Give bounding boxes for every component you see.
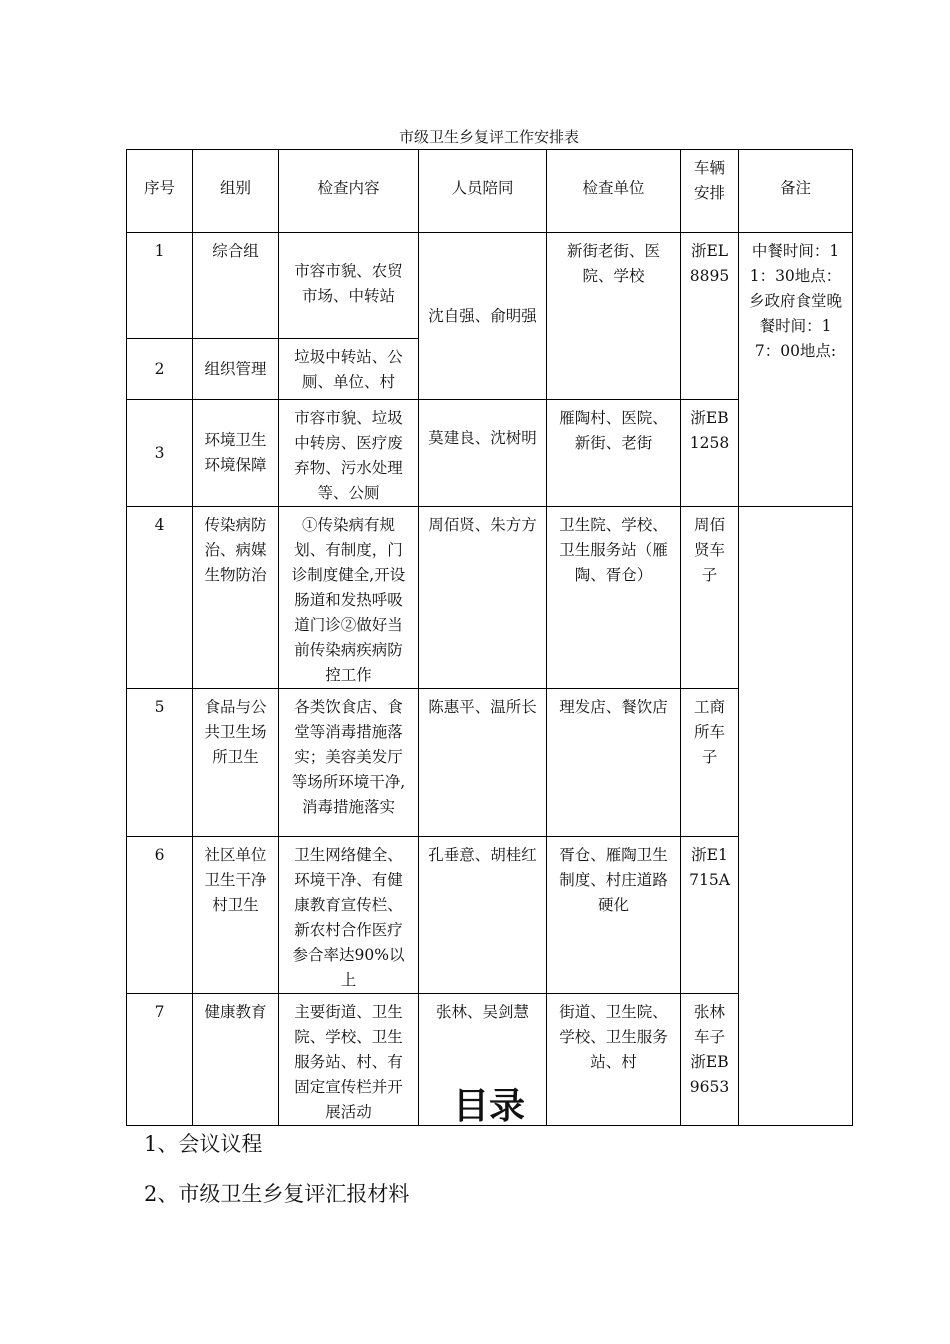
row-content: 垃圾中转站、公厕、单位、村 xyxy=(279,339,419,400)
row-vehicle: 浙EB1258 xyxy=(681,400,739,507)
row-staff: 孔垂意、胡桂红 xyxy=(419,837,547,994)
toc-title: 目录 xyxy=(452,1085,525,1127)
row-no: 5 xyxy=(127,689,193,837)
row-group: 组织管理 xyxy=(193,339,279,400)
row-content: 卫生网络健全、环境干净、有健康教育宣传栏、新农村合作医疗参合率达90%以上 xyxy=(279,837,419,994)
row-vehicle: 浙E1715A xyxy=(681,837,739,994)
row-vehicle: 周佰贤车子 xyxy=(681,507,739,689)
row-staff: 沈自强、俞明强 xyxy=(419,233,547,400)
row-staff: 张林、吴剑慧 xyxy=(419,994,547,1126)
row-no: 7 xyxy=(127,994,193,1126)
row-group: 环境卫生环境保障 xyxy=(193,400,279,507)
remarks-empty-cell xyxy=(739,507,853,1126)
row-group: 健康教育 xyxy=(193,994,279,1126)
row-unit: 胥仓、雁陶卫生制度、村庄道路硬化 xyxy=(547,837,681,994)
row-no: 4 xyxy=(127,507,193,689)
row-no: 6 xyxy=(127,837,193,994)
table-header-row xyxy=(127,150,853,233)
row-group: 综合组 xyxy=(193,233,279,339)
row-unit: 理发店、餐饮店 xyxy=(547,689,681,837)
table-row xyxy=(127,233,853,339)
header-staff: 人员陪同 xyxy=(419,150,547,233)
toc-item: 1、会议议程 xyxy=(144,1132,263,1156)
row-content: ①传染病有规划、有制度，门诊制度健全,开设肠道和发热呼吸道门诊②做好当前传染病疾病防控工作 xyxy=(279,507,419,689)
toc-item: 2、市级卫生乡复评汇报材料 xyxy=(144,1182,410,1206)
row-vehicle: 工商所车子 xyxy=(681,689,739,837)
row-unit: 卫生院、学校、卫生服务站（雁陶、胥仓） xyxy=(547,507,681,689)
header-no: 序号 xyxy=(127,150,193,233)
row-no: 3 xyxy=(127,400,193,507)
row-group: 食品与公共卫生场所卫生 xyxy=(193,689,279,837)
table-row xyxy=(127,507,853,689)
row-content: 主要街道、卫生院、学校、卫生服务站、村、有固定宣传栏并开展活动 xyxy=(279,994,419,1126)
row-no: 2 xyxy=(127,339,193,400)
row-content: 各类饮食店、食堂等消毒措施落实；美容美发厅等场所环境干净,消毒措施落实 xyxy=(279,689,419,837)
row-staff: 陈惠平、温所长 xyxy=(419,689,547,837)
row-group: 社区单位卫生干净村卫生 xyxy=(193,837,279,994)
row-unit: 新街老街、医院、学校 xyxy=(547,233,681,400)
row-vehicle: 张林车子浙EB9653 xyxy=(681,994,739,1126)
schedule-table xyxy=(126,149,853,1126)
header-content: 检查内容 xyxy=(279,150,419,233)
remarks-cell: 中餐时间：11：30地点：乡政府食堂晚餐时间：17：00地点: xyxy=(739,233,853,507)
header-vehicle: 车辆安排 xyxy=(681,150,739,233)
row-unit: 街道、卫生院、学校、卫生服务站、村 xyxy=(547,994,681,1126)
row-vehicle: 浙EL8895 xyxy=(681,233,739,400)
row-content: 市容市貌、垃圾中转房、医疗废弃物、污水处理等、公厕 xyxy=(279,400,419,507)
row-group: 传染病防治、病媒生物防治 xyxy=(193,507,279,689)
table-title: 市级卫生乡复评工作安排表 xyxy=(398,128,579,146)
row-no: 1 xyxy=(127,233,193,339)
header-remarks: 备注 xyxy=(739,150,853,233)
row-content: 市容市貌、农贸市场、中转站 xyxy=(279,233,419,339)
row-staff: 莫建良、沈树明 xyxy=(419,400,547,507)
header-group: 组别 xyxy=(193,150,279,233)
row-staff: 周佰贤、朱方方 xyxy=(419,507,547,689)
header-unit: 检查单位 xyxy=(547,150,681,233)
row-unit: 雁陶村、医院、新街、老街 xyxy=(547,400,681,507)
